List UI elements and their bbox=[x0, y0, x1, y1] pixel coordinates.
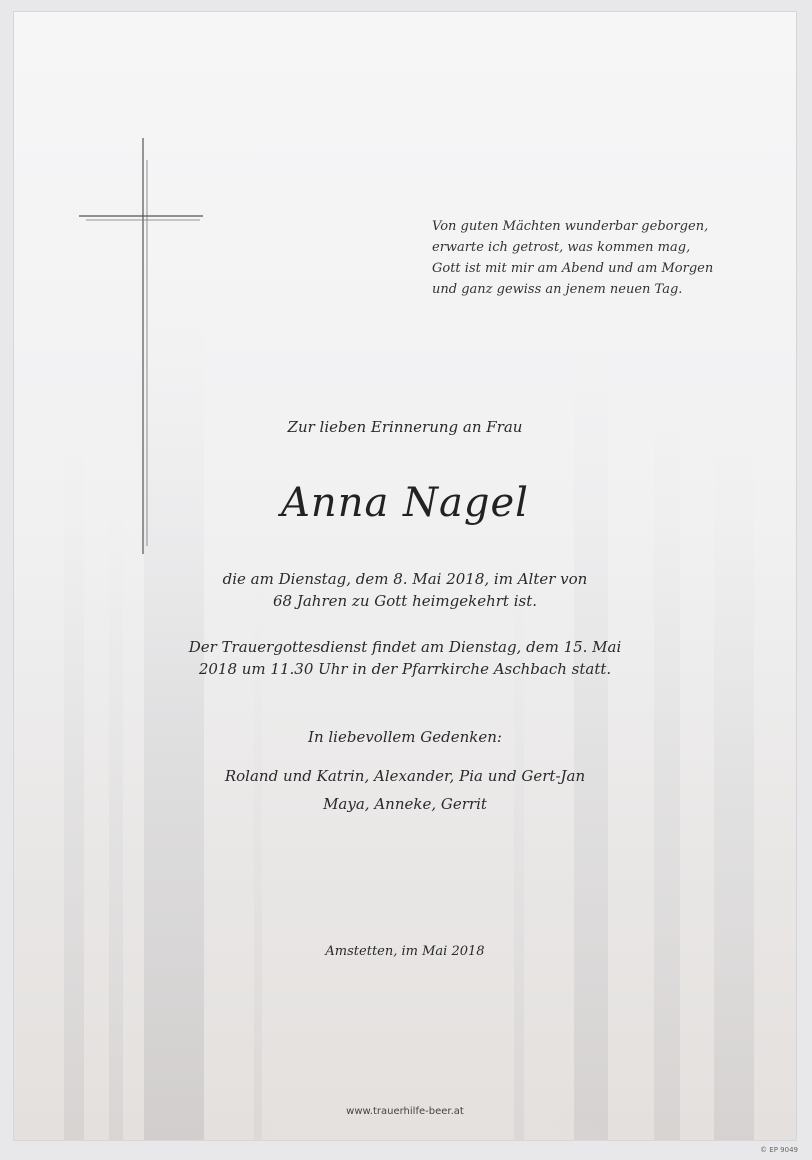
remembrance-heading: In liebevollem Gedenken: bbox=[308, 728, 502, 746]
poem-line: erwarte ich getrost, was kommen mag, bbox=[432, 240, 691, 255]
website-link[interactable]: www.trauerhilfe-beer.at bbox=[346, 1106, 464, 1117]
death-line: die am Dienstag, dem 8. Mai 2018, im Alter von bbox=[222, 570, 588, 588]
poem-line: Von guten Mächten wunderbar geborgen, bbox=[432, 219, 709, 234]
poem bbox=[432, 216, 752, 300]
poem-line: und ganz gewiss an jenem neuen Tag. bbox=[432, 282, 683, 297]
place-date: Amstetten, im Mai 2018 bbox=[325, 944, 485, 959]
death-notice bbox=[14, 568, 796, 612]
deceased-name: Anna Nagel bbox=[281, 480, 529, 526]
family-line: Roland und Katrin, Alexander, Pia und Gert-Jan bbox=[224, 767, 586, 785]
service-line: Der Trauergottesdienst findet am Dienstag, dem 15. Mai bbox=[188, 638, 622, 656]
service-notice bbox=[14, 636, 796, 680]
mourning-card bbox=[14, 12, 796, 1140]
intro-text: Zur lieben Erinnerung an Frau bbox=[287, 418, 523, 436]
death-line: 68 Jahren zu Gott heimgekehrt ist. bbox=[272, 592, 538, 610]
family-names bbox=[14, 762, 796, 818]
service-line: 2018 um 11.30 Uhr in der Pfarrkirche Aschbach statt. bbox=[198, 660, 612, 678]
family-line: Maya, Anneke, Gerrit bbox=[323, 795, 487, 813]
product-code: © EP 9049 bbox=[760, 1146, 798, 1154]
poem-line: Gott ist mit mir am Abend und am Morgen bbox=[432, 261, 714, 276]
